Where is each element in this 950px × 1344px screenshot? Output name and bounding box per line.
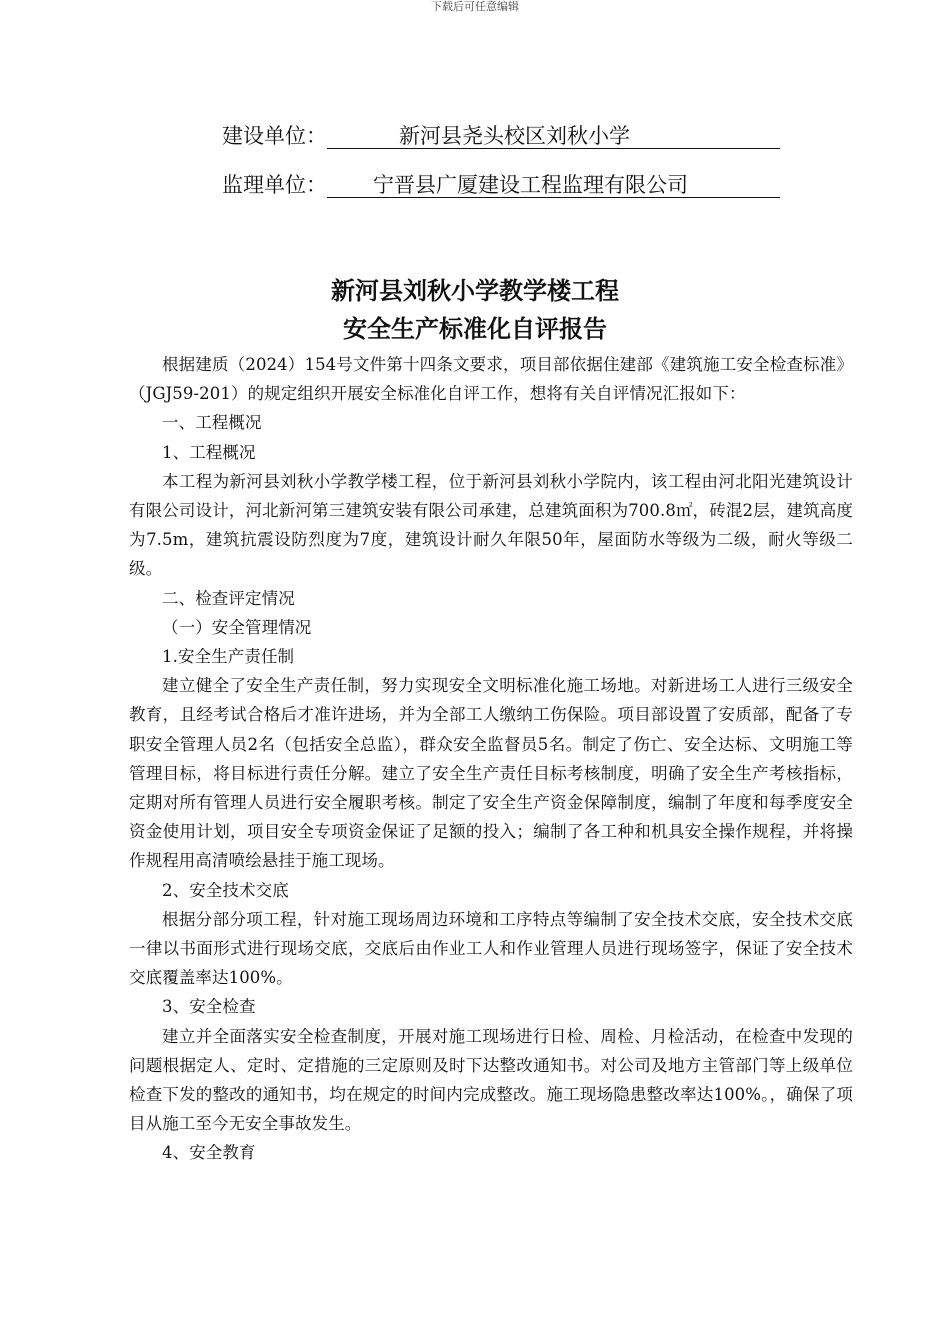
subheading-safety-education: 4、安全教育 [162,1143,256,1163]
subheading-overview: 1、工程概况 [162,442,256,462]
report-title-line1: 新河县刘秋小学教学楼工程 [331,276,619,305]
subheading-technical-briefing: 2、安全技术交底 [162,880,289,900]
responsibility-paragraph: 建立健全了安全生产责任制，努力实现安全文明标准化施工场地。对新进场工人进行三级安全教育，且经考试合格后才准许进场，并为全部工人缴纳工伤保险。项目部设置了安质部，配备了专职安全管理人员2名（包括安全总监），群众安全监督员5名。制定了伤亡、安全达标、文明施工等管理目标，将目标进行责任分解。建立了安全生产责任目标考核制度，明确了安全生产考核指标，定期对所有管理人员进行安全履职考核。制定了安全生产资金保障制度，编制了年度和每季度安全资金使用计划，项目安全专项资金保证了足额的投入；编制了各工种和机具安全操作规程，并将操作规程用高清喷绘悬挂于施工现场。 [129,676,853,871]
subheading-safety-management: （一）安全管理情况 [162,617,312,637]
technical-briefing-paragraph: 根据分部分项工程，针对施工现场周边环境和工序特点等编制了安全技术交底，安全技术交底一律以书面形式进行现场交底，交底后由作业工人和作业管理人员进行现场签字，保证了安全技术交底覆盖率达100%。 [129,909,853,988]
subheading-safety-inspection: 3、安全检查 [162,997,256,1017]
builder-unit-value: 新河县尧头校区刘秋小学 [327,121,780,149]
supervisor-unit-row [222,170,780,200]
supervisor-unit-value: 宁晋县广厦建设工程监理有限公司 [327,170,780,198]
overview-paragraph: 本工程为新河县刘秋小学教学楼工程，位于新河县刘秋小学院内，该工程由河北阳光建筑设计有限公司设计，河北新河第三建筑安装有限公司承建，总建筑面积为700.8㎡，砖混2层，建筑高度为7.5m，建筑抗震设防烈度为7度，建筑设计耐久年限50年，屋面防水等级为二级，耐火等级二级。 [129,471,853,579]
builder-unit-row [222,121,780,151]
report-body [129,350,853,1168]
report-title-line2: 安全生产标准化自评报告 [343,314,607,343]
supervisor-unit-label: 监理单位： [222,173,327,197]
builder-unit-label: 建设单位： [222,124,327,148]
section-heading-overview: 一、工程概况 [162,413,262,433]
safety-inspection-paragraph: 建立并全面落实安全检查制度，开展对施工现场进行日检、周检、月检活动，在检查中发现的问题根据定人、定时、定措施的三定原则及时下达整改通知书。对公司及地方主管部门等上级单位检查下发的整改的通知书，均在规定的时间内完成整改。施工现场隐患整改率达100%。，确保了项目从施工至今无安全事故发生。 [129,1026,853,1134]
page-header-note: 下载后可任意编辑 [431,0,519,13]
section-heading-inspection: 二、检查评定情况 [162,588,295,608]
subheading-responsibility: 1.安全生产责任制 [162,647,295,667]
intro-paragraph: 根据建质（2024）154号文件第十四条文要求，项目部依据住建部《建筑施工安全检查标准》（JGJ59-201）的规定组织开展安全标准化自评工作，想将有关自评情况汇报如下： [129,355,853,404]
